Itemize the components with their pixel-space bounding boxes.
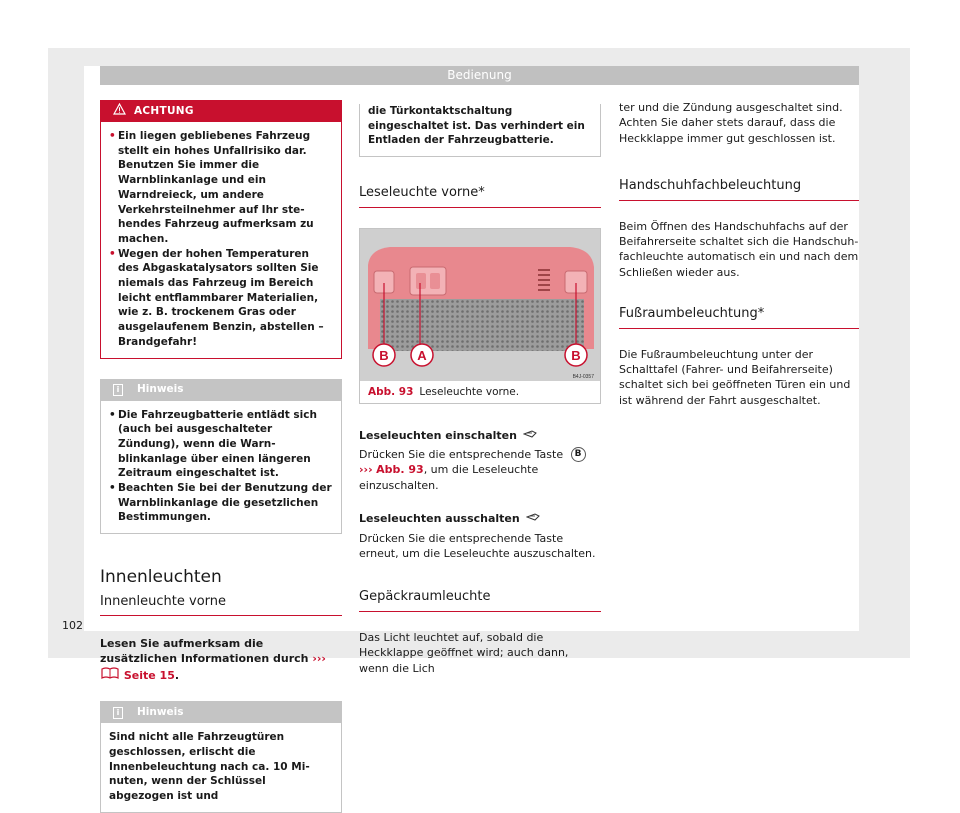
gepaeck-title: Gepäckraumleuchte — [359, 589, 601, 611]
section-title: Innenleuchten — [100, 567, 222, 588]
intro-arrow: ››› — [312, 652, 326, 666]
warning-title: ACHTUNG — [134, 104, 194, 117]
gepaeck-text-1: Das Licht leuchtet auf, sobald die Heckklappe geöffnet wird; auch dann, wenn die Lich — [359, 630, 569, 675]
figure-93 — [359, 228, 601, 404]
note-text: Sind nicht alle Fahrzeugtüren geschlossen, erlischt die Innenbeleuchtung nach ca. 10 Minuten, wenn der Schlüssel abgezogen ist und — [109, 731, 310, 803]
warning-item: • Ein liegen gebliebenes Fahrzeug stellt ein hohes Unfallrisiko dar. Benutzen Sie immer die Warnblinkanlage und ein Warndreieck, um andere Verkehrsteilnehmer auf Ihr stehendes Fahrzeug aufmerksam zu machen. — [109, 129, 333, 247]
page-header: Bedienung — [100, 66, 859, 85]
figure-label-a: A — [417, 347, 427, 363]
figure-label-b-right: B — [571, 347, 581, 363]
warning-triangle-icon — [109, 103, 134, 120]
info-icon: i — [113, 707, 123, 719]
handschuh-title: Handschuhfachbeleuchtung — [619, 178, 859, 200]
column-middle — [359, 100, 601, 676]
figure-caption — [360, 381, 600, 403]
note-box-2-continued — [359, 104, 601, 157]
switch-off-title — [359, 511, 601, 526]
section-subtitle: Innenleuchte vorne — [100, 594, 342, 616]
intro-page-link[interactable]: Seite 15 — [123, 668, 175, 682]
hand-pointer-icon — [523, 428, 537, 443]
handschuh-text: Beim Öffnen des Handschuhfachs auf der Beifahrerseite schaltet sich die Handschuhfachleuchte automatisch ein und nach dem Schließen wieder aus. — [619, 219, 859, 279]
gepaeck-text-2: ter und die Zündung ausgeschaltet sind. Achten Sie daher stets darauf, dass die Heckklappe immer gut geschlossen ist. — [619, 101, 843, 145]
note-header — [101, 380, 341, 401]
fussraum-text: Die Fußraumbeleuchtung unter der Schalttafel (Fahrer- und Beifahrerseite) schaltet sich bei geöffneten Türen ein und ist während der Fahrt ausgeschaltet. — [619, 347, 851, 407]
page-number: 102 — [62, 619, 83, 632]
switch-on-label: Leseleuchten einschalten — [359, 428, 517, 442]
book-icon — [100, 669, 120, 682]
warning-header — [101, 101, 341, 122]
intro-text: Lesen Sie aufmerksam die zusätzlichen Informationen durch — [100, 636, 309, 666]
reading-light-image — [360, 229, 600, 381]
reading-light-illustration — [360, 229, 600, 381]
note-title: Hinweis — [137, 706, 184, 718]
intro-end: . — [174, 668, 180, 682]
caption-number: Abb. 93 — [368, 385, 414, 398]
note-item: • Beachten Sie bei der Benutzung der Warnblinkanlage die gesetzlichen Bestimmungen. — [109, 481, 333, 525]
ref-arrow: ››› — [359, 463, 373, 477]
note-continuation: die Türkontaktschaltung eingeschaltet ist. Das verhindert ein Entladen der Fahrzeugbatterie. — [368, 105, 585, 147]
warning-list — [101, 129, 341, 350]
note-box-2 — [100, 701, 342, 813]
column-right — [619, 100, 859, 408]
warning-box — [100, 100, 342, 359]
caption-text: Leseleuchte vorne. — [419, 385, 520, 398]
figure-label-b-left: B — [379, 347, 389, 363]
key-b-badge: B — [571, 447, 586, 462]
fussraum-title: Fußraumbeleuchtung* — [619, 306, 859, 328]
switch-on-title — [359, 428, 601, 443]
intro-paragraph — [100, 636, 342, 683]
note-box — [100, 379, 342, 535]
hand-pointer-icon — [526, 511, 540, 526]
switch-on-text — [359, 447, 601, 493]
note-list — [101, 408, 341, 526]
switch-off-label: Leseleuchten ausschalten — [359, 512, 520, 526]
switch-off-text: Drücken Sie die entsprechende Taste erneut, um die Leseleuchte auszuschalten. — [359, 531, 596, 561]
switch-on-text-1: Drücken Sie die entsprechende Taste — [359, 447, 564, 461]
note-header — [101, 702, 341, 723]
note-title: Hinweis — [137, 383, 184, 396]
figure-code: B4J-0357 — [572, 373, 594, 380]
switch-on-text-2: , um die Leseleuchte einzuschalten. — [359, 463, 539, 492]
note-item: • Die Fahrzeugbatterie entlädt sich (auch bei ausgeschalteter Zündung), wenn die Warnblinkanlage über einen längeren Zeitraum eingeschaltet ist. — [109, 408, 333, 482]
info-icon: i — [113, 384, 123, 396]
column-left — [100, 100, 342, 813]
figure-ref-link[interactable]: Abb. 93 — [376, 463, 424, 477]
warning-item: • Wegen der hohen Temperaturen des Abgaskatalysators sollten Sie niemals das Fahrzeug im Bereich leicht entflammbarer Materialien, wie z. B. trockenem Gras oder ausgelaufenem Benzin, abstellen – Brandgefahr! — [109, 247, 333, 350]
leseleuchte-title: Leseleuchte vorne* — [359, 185, 601, 207]
